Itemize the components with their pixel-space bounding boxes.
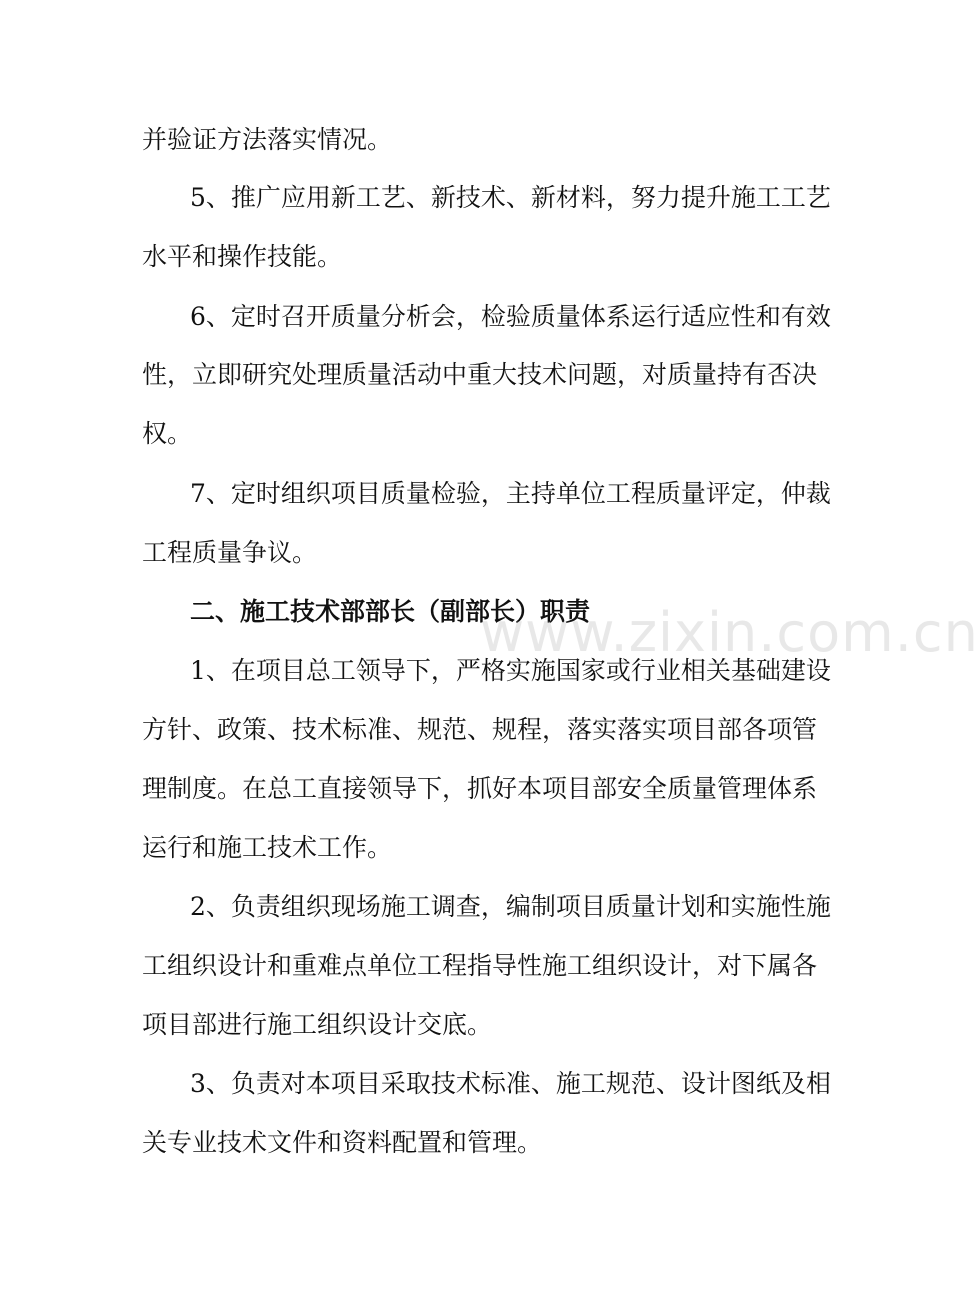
text-line: 性，立即研究处理质量活动中重大技术问题，对质量持有否决 [142,360,818,389]
item-1-text-line: 1、在项目总工领导下，严格实施国家或行业相关基础建设 [190,656,831,685]
item-5-text-line: 5、推广应用新工艺、新技术、新材料，努力提升施工工艺 [190,183,831,212]
text-line: 关专业技术文件和资料配置和管理。 [142,1128,543,1157]
text-line: 方针、政策、技术标准、规范、规程，落实落实项目部各项管 [142,715,818,744]
text-line: 并验证方法落实情况。 [142,125,393,154]
item-2-text-line: 2、负责组织现场施工调查，编制项目质量计划和实施性施 [190,892,831,921]
text-line: 理制度。在总工直接领导下，抓好本项目部安全质量管理体系 [142,774,818,803]
section-heading: 二、施工技术部部长（副部长）职责 [190,597,591,626]
text-line: 工组织设计和重难点单位工程指导性施工组织设计，对下属各 [142,951,818,980]
item-6-text-line: 6、定时召开质量分析会，检验质量体系运行适应性和有效 [190,302,831,331]
text-line: 运行和施工技术工作。 [142,833,393,862]
text-line: 工程质量争议。 [142,538,318,567]
item-3-text-line: 3、负责对本项目采取技术标准、施工规范、设计图纸及相 [190,1069,831,1098]
text-line: 权。 [142,419,193,448]
text-line: 水平和操作技能。 [142,242,343,271]
text-line: 项目部进行施工组织设计交底。 [142,1010,493,1039]
item-7-text-line: 7、定时组织项目质量检验，主持单位工程质量评定，仲裁 [190,479,831,508]
watermark: www.zixin.com.cn [480,601,979,664]
